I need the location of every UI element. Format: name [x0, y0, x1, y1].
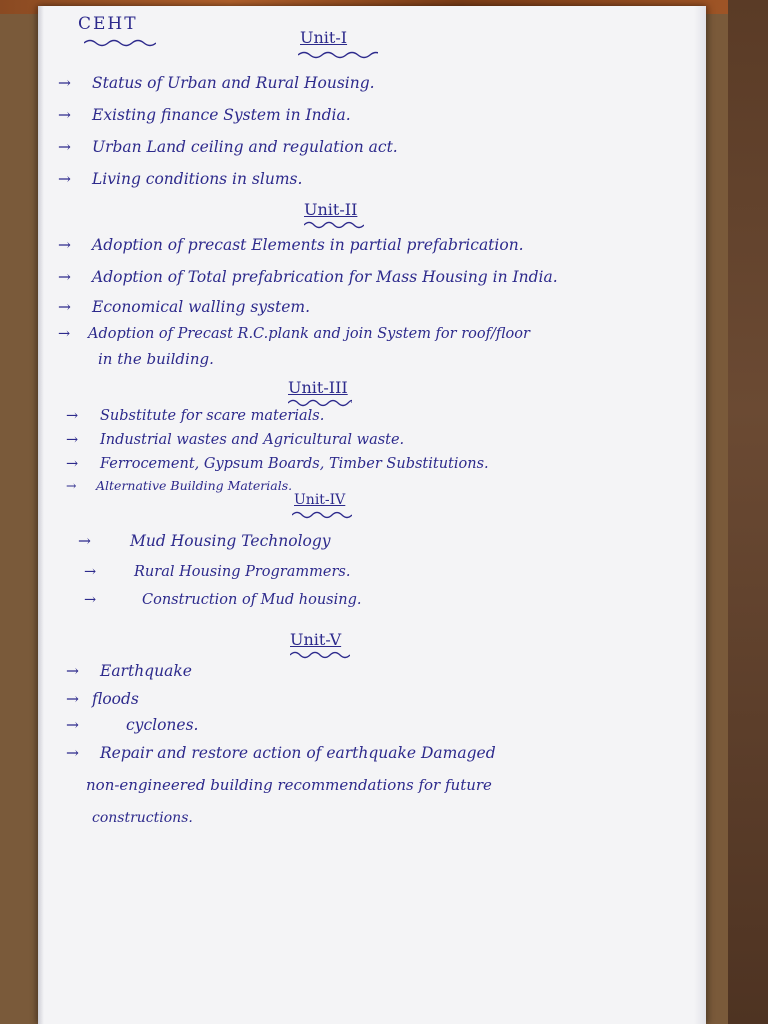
arrow-icon: → — [58, 74, 71, 92]
list-item: → Economical walling system. — [58, 298, 311, 316]
list-item: → floods — [66, 690, 139, 708]
list-item: → cyclones. — [66, 716, 199, 734]
unit-4-heading: Unit-IV — [294, 492, 346, 508]
unit-3-underline-wave — [288, 398, 352, 408]
list-item: → Alternative Building Materials. — [66, 478, 293, 493]
list-item: → Adoption of precast Elements in partial prefabrication. — [58, 236, 524, 254]
arrow-icon: → — [58, 170, 71, 188]
unit-1-underline-wave — [298, 50, 378, 60]
subject-tag: CEHT — [78, 14, 138, 34]
list-item: → Industrial wastes and Agricultural waste. — [66, 432, 405, 448]
arrow-icon: → — [58, 298, 71, 316]
arrow-icon: → — [66, 716, 79, 734]
list-item: → Rural Housing Programmers. — [84, 564, 351, 580]
unit-3-heading: Unit-III — [288, 378, 348, 397]
unit-4-underline-wave — [292, 510, 352, 520]
unit-1-heading: Unit-I — [300, 28, 348, 47]
page-right-edge — [694, 6, 706, 1024]
desk-surface-right — [728, 0, 768, 1024]
page-left-edge — [38, 6, 44, 1024]
arrow-icon: → — [66, 432, 79, 448]
list-item: → Adoption of Precast R.C.plank and join System for roof/floor — [58, 326, 530, 342]
unit-5-underline-wave — [290, 650, 350, 660]
unit-5-heading: Unit-V — [290, 630, 342, 649]
list-item: → Construction of Mud housing. — [84, 592, 362, 608]
list-item: → Adoption of Total prefabrication for Mass Housing in India. — [58, 268, 558, 286]
list-item: → Existing finance System in India. — [58, 106, 351, 124]
list-item: → Urban Land ceiling and regulation act. — [58, 138, 398, 156]
arrow-icon: → — [66, 662, 79, 680]
unit-2-underline-wave — [304, 220, 364, 230]
arrow-icon: → — [66, 408, 79, 424]
list-item: → Mud Housing Technology — [78, 532, 331, 550]
subject-underline-wave — [84, 38, 156, 48]
list-item-continuation: constructions. — [92, 810, 193, 826]
list-item: → Living conditions in slums. — [58, 170, 303, 188]
arrow-icon: → — [66, 478, 77, 493]
arrow-icon: → — [58, 236, 71, 254]
arrow-icon: → — [84, 592, 97, 608]
arrow-icon: → — [58, 106, 71, 124]
list-item-continuation: in the building. — [98, 350, 214, 368]
arrow-icon: → — [66, 744, 79, 762]
list-item-continuation: non-engineered building recommendations for future — [86, 776, 492, 794]
arrow-icon: → — [58, 326, 71, 342]
list-item: → Ferrocement, Gypsum Boards, Timber Substitutions. — [66, 456, 489, 472]
arrow-icon: → — [58, 138, 71, 156]
unit-2-heading: Unit-II — [304, 200, 358, 219]
arrow-icon: → — [66, 456, 79, 472]
arrow-icon: → — [84, 564, 97, 580]
arrow-icon: → — [58, 268, 71, 286]
list-item: → Status of Urban and Rural Housing. — [58, 74, 375, 92]
list-item: → Repair and restore action of earthquake Damaged — [66, 744, 496, 762]
arrow-icon: → — [66, 690, 79, 708]
list-item: → Earthquake — [66, 662, 192, 680]
list-item: → Substitute for scare materials. — [66, 408, 325, 424]
notebook-page — [38, 6, 706, 1024]
arrow-icon: → — [78, 532, 91, 550]
